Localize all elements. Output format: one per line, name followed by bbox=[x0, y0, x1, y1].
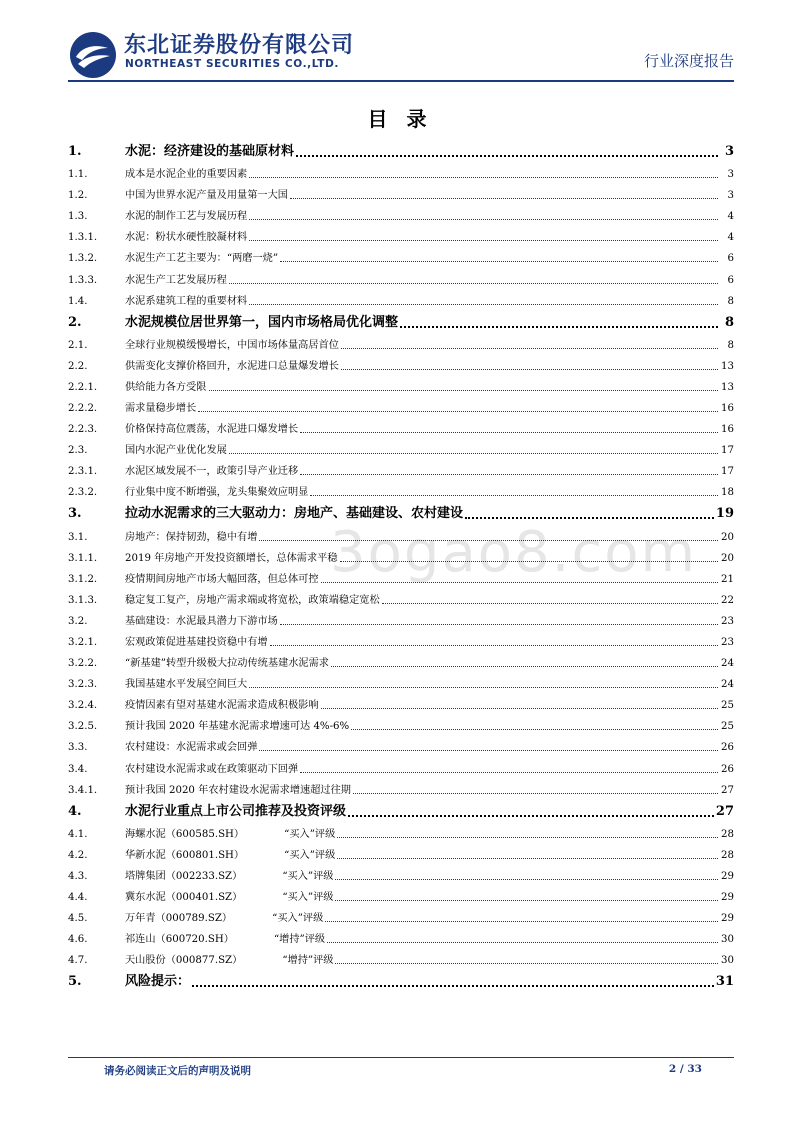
toc-entry[interactable] bbox=[68, 286, 734, 307]
toc-entry-title[interactable]: 农村建设：水泥需求或会回弹 bbox=[125, 742, 258, 754]
toc-entry-number: 2. bbox=[68, 314, 82, 330]
toc-entry[interactable] bbox=[68, 243, 734, 264]
toc-entry[interactable] bbox=[68, 498, 734, 521]
toc-leader-dots bbox=[335, 962, 718, 964]
toc-entry-page: 25 bbox=[721, 700, 734, 712]
toc-entry-number: 3. bbox=[68, 506, 82, 522]
toc-entry-title[interactable]: 2019 年房地产开发投资额增长，总体需求平稳 bbox=[125, 552, 338, 564]
toc-leader-dots bbox=[341, 347, 718, 349]
toc-entry-number: 1.1. bbox=[68, 169, 88, 181]
toc-entry-number: 2.1. bbox=[68, 339, 88, 351]
toc-entry-number: 5. bbox=[68, 974, 82, 990]
toc-entry-number: 3.1. bbox=[68, 531, 88, 543]
toc-entry-page: 19 bbox=[715, 506, 734, 522]
toc-entry-number: 3.2.5. bbox=[68, 721, 98, 733]
toc-entry-title[interactable]: 天山股份（000877.SZ） bbox=[125, 955, 243, 967]
toc-entry[interactable] bbox=[68, 351, 734, 372]
page-header bbox=[68, 26, 734, 86]
toc-entry-number: 4.6. bbox=[68, 934, 88, 946]
toc-leader-dots bbox=[325, 920, 718, 922]
toc-entry[interactable] bbox=[68, 264, 734, 285]
toc-entry-title[interactable]: 万年青（000789.SZ） bbox=[125, 913, 233, 925]
toc-entry[interactable] bbox=[68, 775, 734, 796]
table-of-contents bbox=[68, 136, 734, 989]
toc-leader-dots bbox=[198, 410, 718, 412]
toc-entry-title[interactable]: 成本是水泥企业的重要因素 bbox=[125, 169, 248, 181]
toc-leader-dots bbox=[249, 176, 718, 178]
toc-entry-rating: “增持”评级 bbox=[273, 934, 326, 946]
toc-entry[interactable] bbox=[68, 711, 734, 732]
toc-entry-page: 27 bbox=[715, 803, 734, 819]
toc-leader-dots bbox=[249, 239, 718, 241]
toc-entry-title[interactable]: 疫情期间房地产市场大幅回落，但总体可控 bbox=[125, 573, 319, 585]
toc-entry-title[interactable]: 预计我国 2020 年基建水泥需求增速可达 4%-6% bbox=[125, 721, 350, 733]
toc-leader-dots bbox=[300, 473, 718, 475]
toc-entry[interactable] bbox=[68, 435, 734, 456]
toc-entry-title[interactable]: 祁连山（600720.SH） bbox=[125, 934, 234, 946]
toc-entry-page: 28 bbox=[721, 849, 734, 861]
toc-entry-page: 4 bbox=[727, 211, 734, 223]
toc-entry-page: 20 bbox=[721, 531, 734, 543]
toc-entry-rating: “买入”评级 bbox=[282, 892, 334, 903]
toc-entry-page: 31 bbox=[715, 974, 734, 990]
toc-entry-number: 2.3.1. bbox=[68, 466, 98, 478]
toc-entry-title[interactable]: 水泥规模位居世界第一，国内市场格局优化调整 bbox=[125, 314, 399, 330]
toc-entry-number: 3.1.2. bbox=[68, 573, 98, 585]
toc-entry-rating: “买入”评级 bbox=[284, 849, 336, 861]
toc-entry-number: 2.3. bbox=[68, 445, 88, 457]
toc-entry-page: 23 bbox=[721, 636, 734, 648]
toc-entry[interactable] bbox=[68, 627, 734, 648]
toc-entry[interactable] bbox=[68, 564, 734, 585]
toc-entry-title[interactable]: 宏观政策促进基建投资稳中有增 bbox=[125, 636, 268, 648]
toc-leader-dots bbox=[259, 539, 718, 541]
toc-entry-page: 17 bbox=[721, 466, 734, 478]
toc-entry[interactable] bbox=[68, 585, 734, 606]
toc-entry[interactable] bbox=[68, 669, 734, 690]
toc-entry[interactable] bbox=[68, 648, 734, 669]
toc-entry-page: 18 bbox=[721, 487, 734, 499]
toc-leader-dots bbox=[337, 836, 718, 838]
toc-entry-number: 3.2.2. bbox=[68, 658, 98, 670]
toc-entry[interactable] bbox=[68, 840, 734, 861]
toc-leader-dots bbox=[321, 707, 718, 709]
toc-entry-page: 30 bbox=[721, 934, 734, 946]
toc-leader-dots bbox=[229, 282, 718, 284]
toc-entry[interactable] bbox=[68, 521, 734, 542]
toc-entry-number: 2.2.2. bbox=[68, 403, 98, 415]
toc-entry-page: 26 bbox=[721, 763, 734, 775]
toc-entry-number: 1.4. bbox=[68, 295, 88, 307]
toc-entry-page: 17 bbox=[721, 445, 734, 457]
toc-entry-page: 27 bbox=[721, 784, 734, 796]
toc-leader-dots bbox=[192, 984, 714, 987]
toc-entry-page: 21 bbox=[721, 573, 734, 585]
toc-entry[interactable] bbox=[68, 222, 734, 243]
toc-entry-title[interactable]: 基础建设：水泥最具潜力下游市场 bbox=[125, 615, 278, 627]
toc-entry-page: 24 bbox=[721, 679, 734, 691]
toc-entry[interactable] bbox=[68, 477, 734, 498]
toc-entry[interactable] bbox=[68, 732, 734, 753]
toc-leader-dots bbox=[229, 452, 718, 454]
toc-entry-title[interactable]: 水泥：经济建设的基础原材料 bbox=[125, 144, 295, 159]
toc-entry-page: 22 bbox=[721, 594, 734, 606]
toc-entry-page: 28 bbox=[721, 828, 734, 840]
toc-leader-dots bbox=[249, 686, 718, 688]
toc-leader-dots bbox=[270, 644, 718, 646]
toc-entry-number: 4.1. bbox=[68, 828, 88, 840]
toc-leader-dots bbox=[353, 792, 718, 794]
toc-entry[interactable] bbox=[68, 690, 734, 711]
toc-entry-title[interactable]: 国内水泥产业优化发展 bbox=[125, 445, 227, 457]
toc-entry[interactable] bbox=[68, 543, 734, 564]
toc-leader-dots bbox=[331, 665, 718, 667]
toc-entry-title[interactable]: 水泥系建筑工程的重要材料 bbox=[125, 295, 248, 307]
toc-entry-number: 4.4. bbox=[68, 892, 88, 903]
header-divider bbox=[68, 80, 734, 82]
toc-entry-title[interactable]: 农村建设水泥需求或在政策驱动下回弹 bbox=[125, 763, 299, 775]
toc-leader-dots bbox=[382, 602, 718, 604]
toc-leader-dots bbox=[400, 325, 718, 328]
toc-entry-number: 2.2.3. bbox=[68, 424, 98, 436]
toc-entry-page: 4 bbox=[727, 232, 734, 244]
toc-entry-title[interactable]: 预计我国 2020 年农村建设水泥需求增速超过往期 bbox=[125, 784, 351, 796]
toc-entry-number: 3.4. bbox=[68, 763, 88, 775]
brand-name-cn: 东北证券股份有限公司 bbox=[124, 33, 355, 58]
toc-leader-dots bbox=[249, 303, 718, 305]
toc-entry-page: 6 bbox=[727, 274, 734, 286]
toc-entry-number: 3.2.3. bbox=[68, 679, 98, 691]
toc-leader-dots bbox=[337, 857, 718, 859]
toc-entry-title[interactable]: 海螺水泥（600585.SH） bbox=[125, 828, 245, 840]
toc-entry[interactable] bbox=[68, 753, 734, 774]
toc-entry-title[interactable]: 价格保持高位震荡，水泥进口爆发增长 bbox=[125, 424, 299, 436]
toc-entry-number: 3.4.1. bbox=[68, 784, 98, 796]
toc-entry-title[interactable]: 水泥区域发展不一，政策引导产业迁移 bbox=[125, 466, 299, 478]
toc-entry-title[interactable]: 中国为世界水泥产量及用量第一大国 bbox=[125, 190, 288, 202]
toc-entry[interactable] bbox=[68, 903, 734, 924]
toc-leader-dots bbox=[351, 728, 718, 730]
toc-entry[interactable] bbox=[68, 330, 734, 351]
toc-entry-title[interactable]: 华新水泥（600801.SH） bbox=[125, 849, 245, 861]
toc-entry[interactable] bbox=[68, 372, 734, 393]
toc-entry-number: 1.3.1. bbox=[68, 232, 98, 244]
toc-leader-dots bbox=[280, 623, 718, 625]
toc-entry-title[interactable]: 供需变化支撑价格回升，水泥进口总量爆发增长 bbox=[125, 360, 339, 372]
toc-leader-dots bbox=[259, 749, 718, 751]
toc-entry-page: 3 bbox=[727, 190, 734, 202]
toc-entry-page: 3 bbox=[727, 169, 734, 181]
toc-entry-number: 3.1.1. bbox=[68, 552, 98, 564]
toc-entry-number: 2.2.1. bbox=[68, 381, 98, 393]
toc-entry-page: 13 bbox=[721, 360, 734, 372]
toc-leader-dots bbox=[280, 260, 718, 262]
toc-entry-page: 13 bbox=[721, 381, 734, 393]
toc-entry-number: 3.3. bbox=[68, 742, 88, 754]
toc-entry-page: 26 bbox=[721, 742, 734, 754]
toc-entry-title[interactable]: 水泥的制作工艺与发展历程 bbox=[125, 211, 248, 223]
toc-entry[interactable] bbox=[68, 924, 734, 945]
toc-leader-dots bbox=[300, 431, 718, 433]
toc-entry-title[interactable]: 我国基建水平发展空间巨大 bbox=[125, 679, 248, 691]
toc-entry[interactable] bbox=[68, 136, 734, 159]
toc-entry-page: 25 bbox=[721, 721, 734, 733]
toc-entry-number: 4.5. bbox=[68, 913, 88, 925]
toc-entry-page: 16 bbox=[721, 424, 734, 436]
toc-entry[interactable] bbox=[68, 796, 734, 819]
toc-leader-dots bbox=[249, 218, 718, 220]
toc-entry[interactable] bbox=[68, 180, 734, 201]
toc-entry-page: 16 bbox=[721, 403, 734, 415]
toc-entry-page: 6 bbox=[727, 253, 734, 265]
toc-leader-dots bbox=[341, 368, 718, 370]
toc-entry-rating: “买入”评级 bbox=[272, 913, 324, 925]
toc-entry-number: 1.3.2. bbox=[68, 253, 98, 265]
toc-entry-page: 3 bbox=[724, 144, 734, 159]
toc-entry[interactable] bbox=[68, 966, 734, 989]
toc-entry-title[interactable]: 疫情因素有望对基建水泥需求造成积极影响 bbox=[125, 700, 319, 712]
brand-name-en: NORTHEAST SECURITIES CO.,LTD. bbox=[125, 58, 339, 70]
toc-entry-title[interactable]: 水泥生产工艺主要为：“两磨一烧” bbox=[125, 253, 279, 265]
toc-entry-title[interactable]: 全球行业规模缓慢增长，中国市场体量高居首位 bbox=[125, 339, 339, 351]
toc-entry-number: 3.2.4. bbox=[68, 700, 98, 712]
toc-entry[interactable] bbox=[68, 819, 734, 840]
footer-disclaimer: 请务必阅读正文后的声明及说明 bbox=[104, 1065, 251, 1077]
toc-entry-rating: “买入”评级 bbox=[282, 870, 334, 882]
toc-entry-title[interactable]: 房地产：保持韧劲，稳中有增 bbox=[125, 531, 258, 543]
toc-entry-number: 2.2. bbox=[68, 360, 88, 372]
toc-entry-title[interactable]: 行业集中度不断增强，龙头集聚效应明显 bbox=[125, 487, 309, 499]
toc-entry-number: 1.2. bbox=[68, 190, 88, 202]
toc-entry-page: 23 bbox=[721, 615, 734, 627]
toc-entry-page: 29 bbox=[721, 913, 734, 925]
toc-entry[interactable] bbox=[68, 861, 734, 882]
northeast-securities-logo-icon bbox=[68, 30, 118, 80]
toc-entry-page: 29 bbox=[721, 870, 734, 882]
report-type-label: 行业深度报告 bbox=[643, 52, 734, 70]
toc-entry-number: 4.3. bbox=[68, 870, 88, 882]
toc-entry[interactable] bbox=[68, 414, 734, 435]
toc-entry[interactable] bbox=[68, 945, 734, 966]
toc-leader-dots bbox=[300, 771, 718, 773]
toc-entry-number: 4.7. bbox=[68, 955, 88, 967]
toc-entry-rating: “买入”评级 bbox=[284, 828, 336, 840]
toc-entry-number: 1. bbox=[68, 144, 82, 159]
toc-leader-dots bbox=[340, 560, 718, 562]
toc-entry-title[interactable]: 塔牌集团（002233.SZ） bbox=[125, 870, 243, 882]
toc-entry-page: 24 bbox=[721, 658, 734, 670]
toc-entry[interactable] bbox=[68, 606, 734, 627]
toc-leader-dots bbox=[290, 197, 718, 199]
toc-entry-page: 29 bbox=[721, 892, 734, 903]
toc-leader-dots bbox=[321, 581, 718, 583]
toc-entry-title[interactable]: 水泥：粉状水硬性胶凝材料 bbox=[125, 232, 248, 244]
toc-leader-dots bbox=[327, 941, 718, 943]
toc-entry-number: 4. bbox=[68, 803, 82, 819]
toc-leader-dots bbox=[465, 516, 714, 519]
toc-leader-dots bbox=[335, 878, 718, 880]
toc-entry-title[interactable]: 水泥生产工艺发展历程 bbox=[125, 274, 227, 286]
toc-entry[interactable] bbox=[68, 882, 734, 903]
toc-entry-page: 20 bbox=[721, 552, 734, 564]
toc-entry-title[interactable]: 风险提示： bbox=[125, 974, 191, 990]
toc-entry-page: 8 bbox=[727, 295, 734, 307]
toc-entry-page: 30 bbox=[721, 955, 734, 967]
page-indicator: 2 / 33 bbox=[668, 1063, 702, 1075]
toc-entry-rating: “增持”评级 bbox=[282, 955, 334, 967]
watermark: 3ogao8.com bbox=[330, 520, 698, 585]
toc-leader-dots bbox=[335, 899, 718, 901]
toc-entry-number: 3.2.1. bbox=[68, 636, 98, 648]
toc-leader-dots bbox=[209, 389, 719, 391]
toc-entry-title[interactable]: “新基建”转型升级极大拉动传统基建水泥需求 bbox=[125, 658, 329, 670]
toc-leader-dots bbox=[310, 494, 718, 496]
toc-entry-page: 8 bbox=[727, 339, 734, 351]
toc-entry[interactable] bbox=[68, 201, 734, 222]
toc-entry[interactable] bbox=[68, 393, 734, 414]
toc-entry-title[interactable]: 稳定复工复产，房地产需求端或将宽松，政策端稳定宽松 bbox=[125, 594, 380, 606]
toc-entry-number: 3.1.3. bbox=[68, 594, 98, 606]
footer-divider bbox=[68, 1057, 734, 1058]
toc-entry-number: 1.3. bbox=[68, 211, 88, 223]
toc-entry-title[interactable]: 需求量稳步增长 bbox=[125, 403, 197, 415]
toc-entry[interactable] bbox=[68, 456, 734, 477]
toc-entry-title[interactable]: 冀东水泥（000401.SZ） bbox=[125, 892, 243, 903]
toc-leader-dots bbox=[348, 814, 714, 817]
toc-entry-number: 1.3.3. bbox=[68, 274, 98, 286]
toc-leader-dots bbox=[296, 154, 718, 157]
page-title: 目 录 bbox=[367, 107, 433, 131]
toc-entry[interactable] bbox=[68, 159, 734, 180]
toc-entry[interactable] bbox=[68, 307, 734, 330]
toc-entry-number: 3.2. bbox=[68, 615, 88, 627]
toc-entry-title[interactable]: 拉动水泥需求的三大驱动力：房地产、基础建设、农村建设 bbox=[125, 506, 464, 522]
toc-entry-title[interactable]: 供给能力各方受限 bbox=[125, 381, 207, 393]
toc-entry-number: 4.2. bbox=[68, 849, 88, 861]
toc-entry-title[interactable]: 水泥行业重点上市公司推荐及投资评级 bbox=[125, 803, 347, 819]
toc-entry-number: 2.3.2. bbox=[68, 487, 98, 499]
toc-entry-page: 8 bbox=[724, 314, 734, 330]
